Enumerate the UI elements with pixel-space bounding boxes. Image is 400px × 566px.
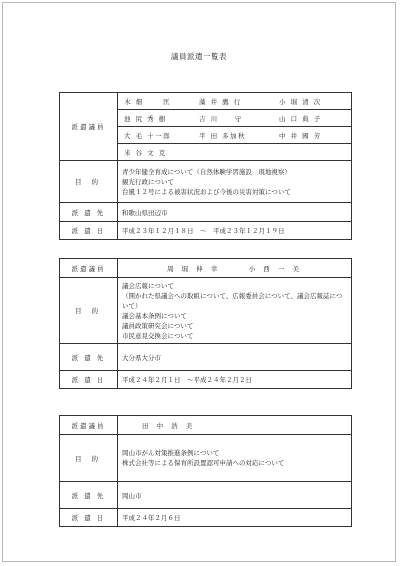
purpose-line: （開かれた県議会への取組について、広報委員会について、議会広報誌について） [122, 291, 343, 310]
member-name: 山 口 典 子 [279, 114, 322, 123]
member-name: 吉 川 守 [199, 114, 243, 123]
purpose-line: 観光行政について [122, 177, 174, 186]
member-name: 池 尻 秀 樹 [124, 114, 167, 123]
members-cell [118, 93, 352, 161]
purpose-row [60, 161, 352, 203]
date-value: 平成２４年２月１日 ～平成２４年２月２日 [118, 371, 352, 389]
member-name: 木 畑 匡 [124, 97, 172, 106]
member-name: 中 井 國 芳 [279, 131, 322, 140]
destination-value: 和歌山県田辺市 [118, 203, 352, 222]
purpose-line: 台風１２号による被害状況および今後の災害対策について [122, 187, 291, 196]
members-label: 派遣議員 [60, 259, 118, 278]
members-label: 派遣議員 [60, 416, 118, 435]
purpose-line: 議員政策研究会について [122, 321, 194, 330]
members-label: 派遣議員 [60, 93, 118, 161]
member-name: 大 毛 十一郎 [124, 131, 172, 140]
purpose-line: 議会基本条例について [122, 311, 187, 320]
destination-row [60, 482, 352, 509]
date-label: 派 遣 日 [60, 371, 118, 389]
purpose-line: 議会広報について [122, 281, 174, 290]
purpose-cell [118, 161, 352, 203]
members-line [118, 127, 351, 144]
member-name: 小 堀 清 次 [279, 97, 322, 106]
members-line [118, 144, 351, 160]
date-value: 平成２３年１２月１８日 ～ 平成２３年１２月１９日 [118, 222, 352, 240]
members-value: 田 中 浩 美 [118, 416, 352, 435]
purpose-line: 青少年健全育成について（自然体験学習施設 現地視察） [122, 167, 291, 176]
purpose-line: 岡山市がん対策推進条例について [122, 449, 220, 457]
member-name: 米 谷 文 克 [124, 148, 167, 157]
members-line [118, 93, 351, 110]
page-title: 議員派遣一覧表 [171, 52, 227, 61]
document-page [2, 2, 396, 562]
dispatch-table-1 [59, 92, 352, 240]
destination-label: 派 遣 先 [60, 203, 118, 222]
purpose-label: 目 的 [60, 278, 118, 344]
members-row [60, 93, 352, 161]
member-name: 平 田 多加秋 [199, 131, 247, 140]
purpose-label: 目 的 [60, 161, 118, 203]
date-row [60, 509, 352, 527]
destination-row [60, 344, 352, 371]
destination-value: 岡山市 [118, 482, 352, 509]
purpose-line: 株式会社等による保育所設置認可申請への対応について [122, 459, 285, 467]
destination-label: 派 遣 先 [60, 344, 118, 371]
destination-label: 派 遣 先 [60, 482, 118, 509]
dispatch-table-2 [59, 258, 352, 389]
dispatch-table-3 [59, 415, 352, 527]
purpose-cell [118, 278, 352, 344]
members-row [60, 416, 352, 435]
purpose-row [60, 278, 352, 344]
purpose-line: 市民意見交換会について [122, 331, 194, 340]
members-value: 周 堀 伸 幸 小 西 一 美 [118, 259, 352, 278]
destination-value: 大分県大分市 [118, 344, 352, 371]
date-row [60, 371, 352, 389]
purpose-label: 目 的 [60, 435, 118, 482]
member-name: 藻 井 鷹 行 [199, 97, 242, 106]
date-value: 平成２４年２月６日 [118, 509, 352, 527]
members-line [118, 110, 351, 127]
date-label: 派 遣 日 [60, 222, 118, 240]
members-row [60, 259, 352, 278]
purpose-cell [118, 435, 352, 482]
date-label: 派 遣 日 [60, 509, 118, 527]
date-row [60, 222, 352, 240]
purpose-row [60, 435, 352, 482]
destination-row [60, 203, 352, 222]
